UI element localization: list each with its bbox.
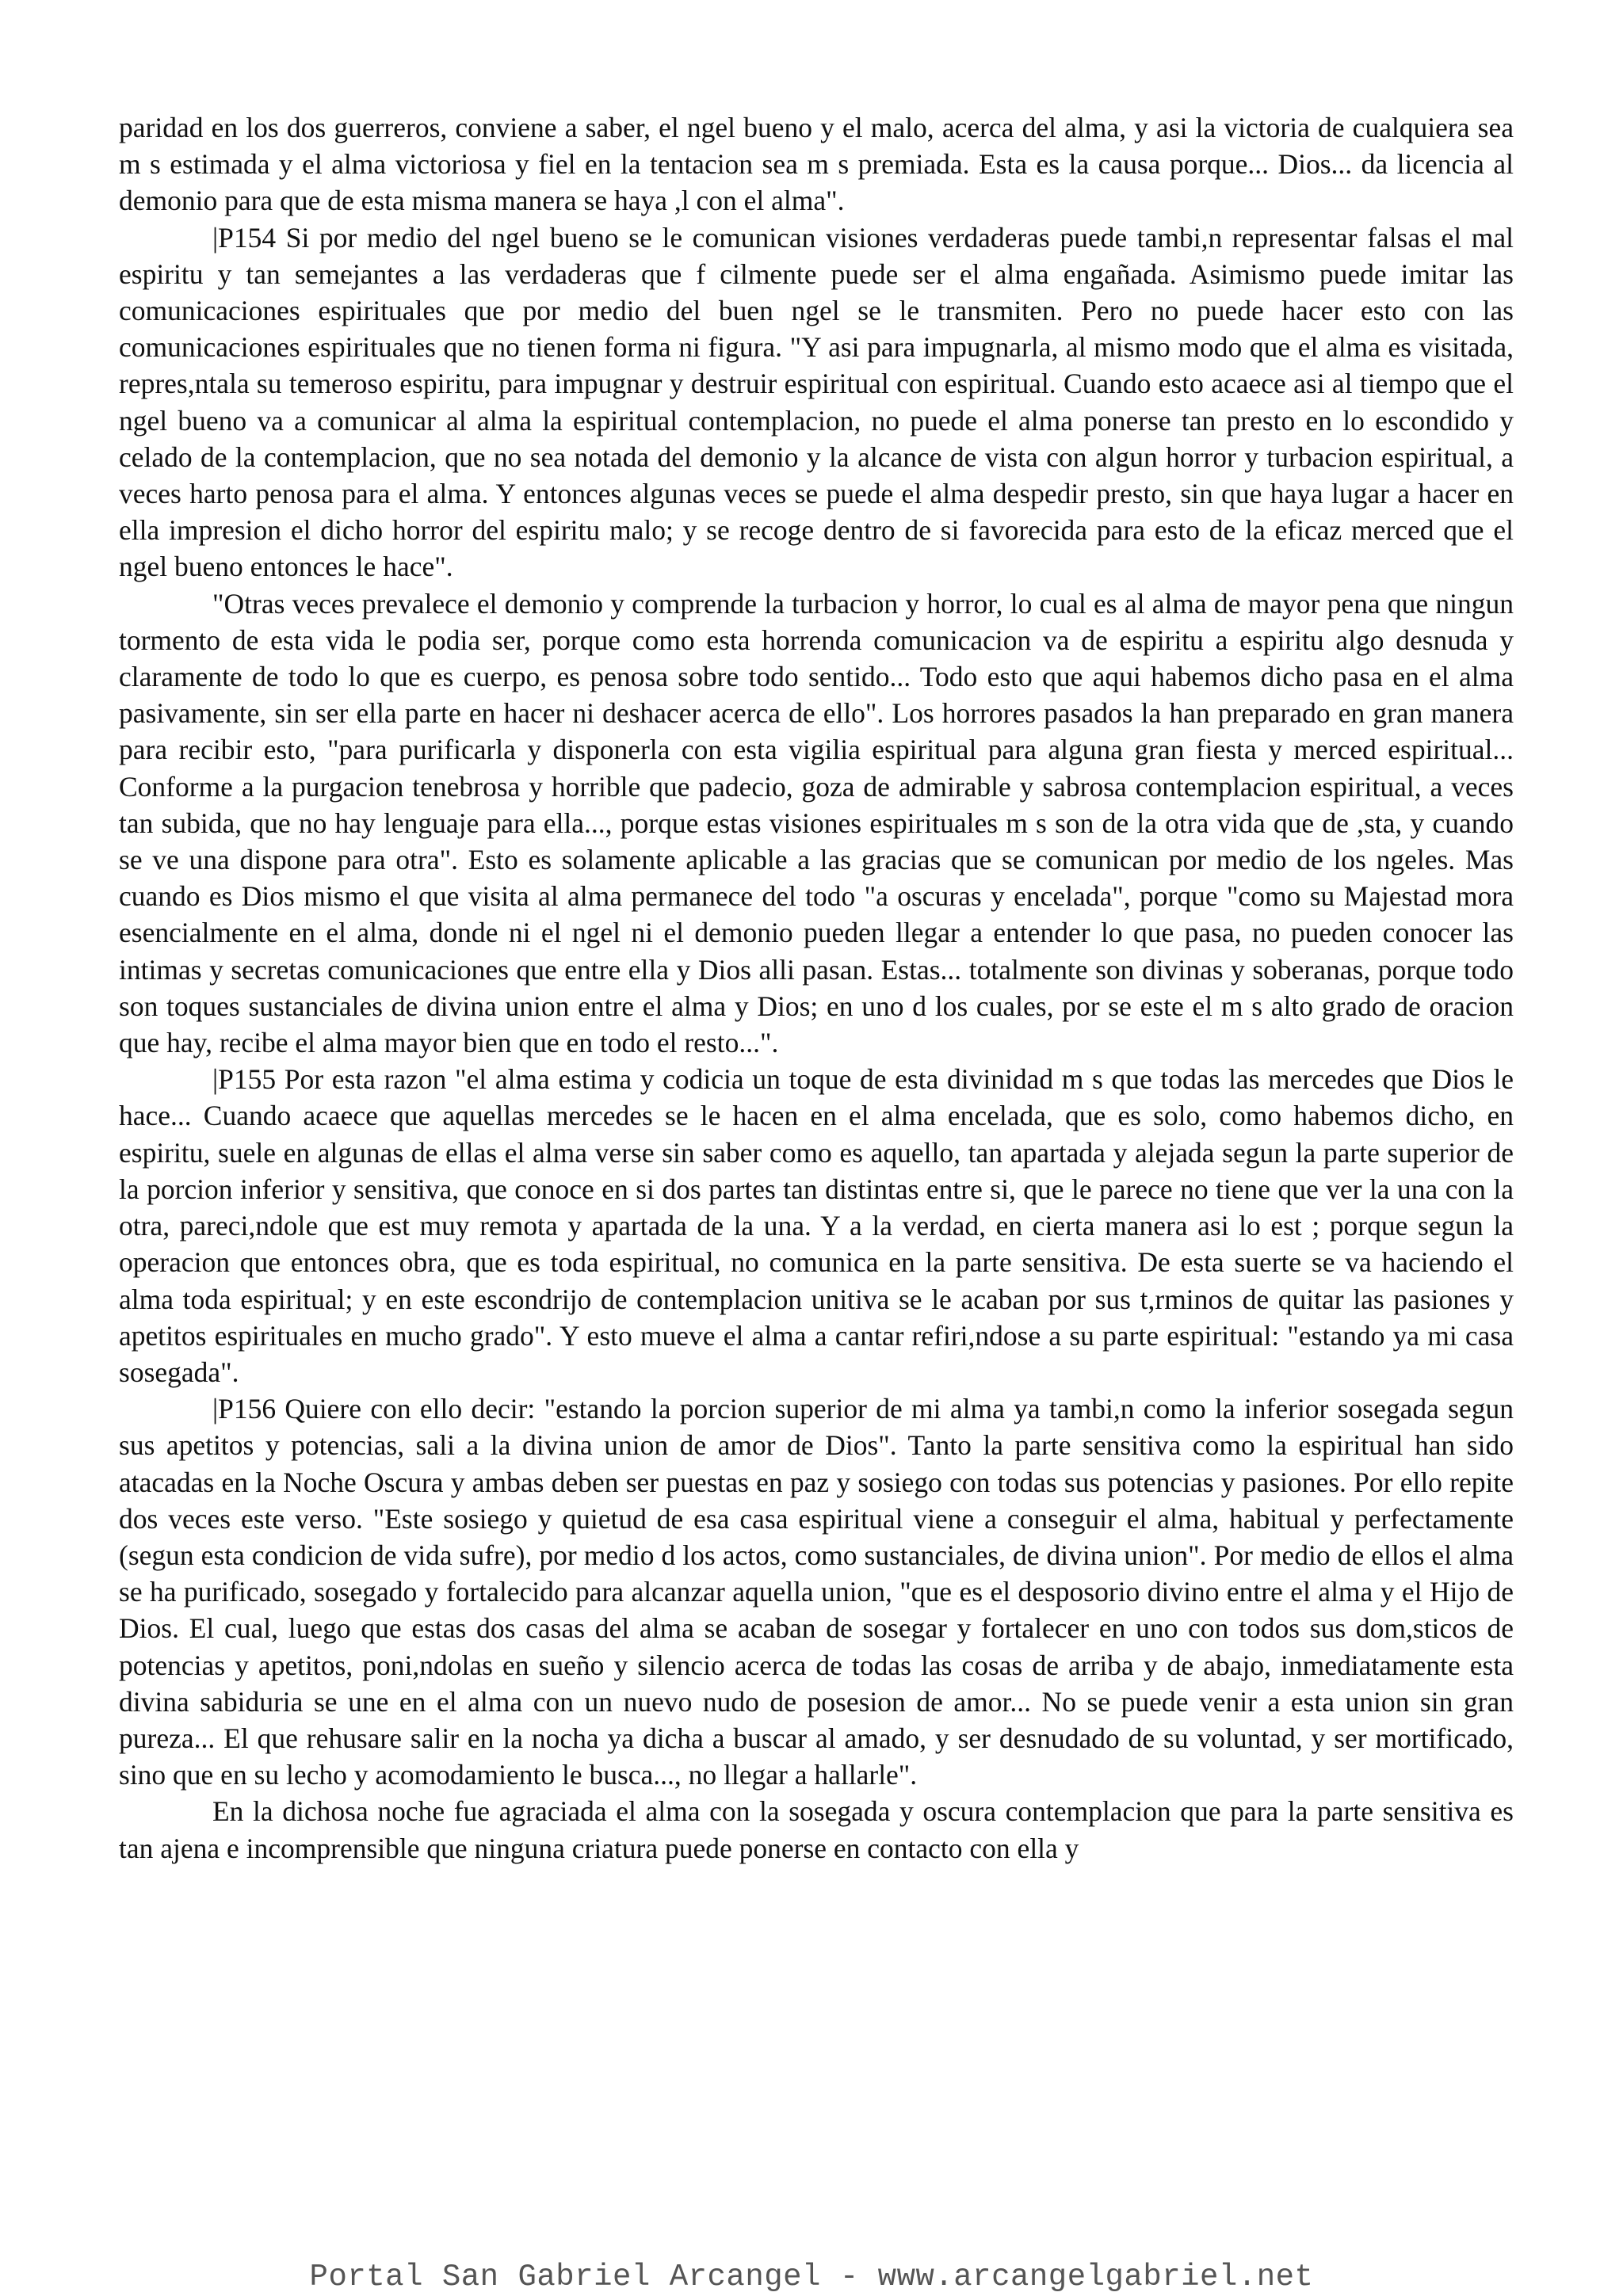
paragraph-p156: |P156 Quiere con ello decir: "estando la porcion superior de mi alma ya tambi,n como la inferior sosegada segun sus apetitos y potencias, sali a la divina union de amor de Dios". Tanto la parte sensitiva como la espiritual han sido atacadas en la Noche Oscura y ambas deben ser puestas en paz y sosiego con todas sus potencias y pasiones. Por ello repite dos veces este verso. "Este sosiego y quietud de esa casa espiritual viene a conseguir el alma, habitual y perfectamente (segun esta condicion de vida sufre), por medio d los actos, como sustanciales, de divina union". Por medio de ellos el alma se ha purificado, sosegado y fortalecido para alcanzar aquella union, "que es el desposorio divino entre el alma y el Hijo de Dios. El cual, luego que estas dos casas del alma se acaban de sosegar y fortalecer en uno con todos sus dom,sticos de potencias y apetitos, poni,ndolas en sueño y silencio acerca de todas las cosas de arriba y de abajo, inmediatamente esta divina sabiduria se une en el alma con un nuevo nudo de posesion de amor... No se puede venir a esta union sin gran pureza... El que rehusare salir en la nocha ya dicha a buscar al amado, y ser desnudado de su voluntad, y ser mortificado, sino que en su lecho y acomodamiento le busca..., no llegar a hallarle". — [119, 1393, 1514, 1791]
paragraph-otras-veces: "Otras veces prevalece el demonio y comprende la turbacion y horror, lo cual es al alma de mayor pena que ningun tormento de esta vida le podia ser, porque como esta horrenda comunicacion va de espiritu a espiritu algo desnuda y claramente de todo lo que es cuerpo, es penosa sobre todo sentido... Todo esto que aqui habemos dicho pasa en el alma pasivamente, sin ser ella parte en hacer ni deshacer acerca de ello". Los horrores pasados la han preparado en gran manera para recibir esto, "para purificarla y disponerla con esta vigilia espiritual para alguna gran fiesta y merced espiritual... Conforme a la purgacion tenebrosa y horrible que padecio, goza de admirable y sabrosa contemplacion espiritual, a veces tan subida, que no hay lenguaje para ella..., porque estas visiones espirituales m s son de la otra vida que de ,sta, y cuando se ve una dispone para otra". Esto es solamente aplicable a las gracias que se comunican por medio de los ngeles. Mas cuando es Dios mismo el que visita al alma permanece del todo "a oscuras y encelada", porque "como su Majestad mora esencialmente en el alma, donde ni el ngel ni el demonio pueden llegar a entender lo que pasa, no pueden conocer las intimas y secretas comunicaciones que entre ella y Dios alli pasan. Estas... totalmente son divinas y soberanas, porque todo son toques sustanciales de divina union entre el alma y Dios; en uno d los cuales, por se este el m s alto grado de oracion que hay, recibe el alma mayor bien que en todo el resto...". — [119, 587, 1514, 1059]
page-footer: Portal San Gabriel Arcangel - www.arcangelgabriel.net — [309, 2260, 1314, 2294]
paragraph-p154: |P154 Si por medio del ngel bueno se le comunican visiones verdaderas puede tambi,n representar falsas el mal espiritu y tan semejantes a las verdaderas que f cilmente puede ser el alma engañada. Asimismo puede imitar las comunicaciones espirituales que por medio del buen ngel se le transmiten. Pero no puede hacer esto con las comunicaciones espirituales que no tienen forma ni figura. "Y asi para impugnarla, al mismo modo que el alma es visitada, repres,ntala su temeroso espiritu, para impugnar y destruir espiritual con espiritual. Cuando esto acaece asi al tiempo que el ngel bueno va a comunicar al alma la espiritual contemplacion, no puede el alma ponerse tan presto en lo escondido y celado de la contemplacion, que no sea notada del demonio y la alcance de vista con algun horror y turbacion espiritual, a veces harto penosa para el alma. Y entonces algunas veces se puede el alma despedir presto, sin que haya lugar a hacer en ella impresion el dicho horror del espiritu malo; y se recoge dentro de si favorecida para esto de la eficaz merced que el ngel bueno entonces le hace". — [119, 221, 1514, 583]
paragraph-p155: |P155 Por esta razon "el alma estima y codicia un toque de esta divinidad m s que todas las mercedes que Dios le hace... Cuando acaece que aquellas mercedes se le hacen en el alma encelada, que es solo, como habemos dicho, en espiritu, suele en algunas de ellas el alma verse sin saber como es aquello, tan apartada y alejada segun la parte superior de la porcion inferior y sensitiva, que conoce en si dos partes tan distintas entre si, que le parece no tiene que ver la una con la otra, pareci,ndole que est muy remota y apartada de la una. Y a la verdad, en cierta manera asi lo est ; porque segun la operacion que entonces obra, que es toda espiritual, no comunica en la parte sensitiva. De esta suerte se va haciendo el alma toda espiritual; y en este escondrijo de contemplacion unitiva se le acaban por sus t,rminos de quitar las pasiones y apetitos espirituales en mucho grado". Y esto mueve el alma a cantar refiri,ndose a su parte espiritual: "estando ya mi casa sosegada". — [119, 1063, 1514, 1388]
document-body — [119, 109, 1514, 1867]
paragraph-dichosa-noche: En la dichosa noche fue agraciada el alma con la sosegada y oscura contemplacion que para la parte sensitiva es tan ajena e incomprensible que ninguna criatura puede ponerse en contacto con ella y — [119, 1795, 1514, 1864]
paragraph-continuation: paridad en los dos guerreros, conviene a saber, el ngel bueno y el malo, acerca del alma, y asi la victoria de cualquiera sea m s estimada y el alma victoriosa y fiel en la tentacion sea m s premiada. Esta es la causa porque... Dios... da licencia al demonio para que de esta misma manera se haya ,l con el alma". — [119, 112, 1514, 217]
